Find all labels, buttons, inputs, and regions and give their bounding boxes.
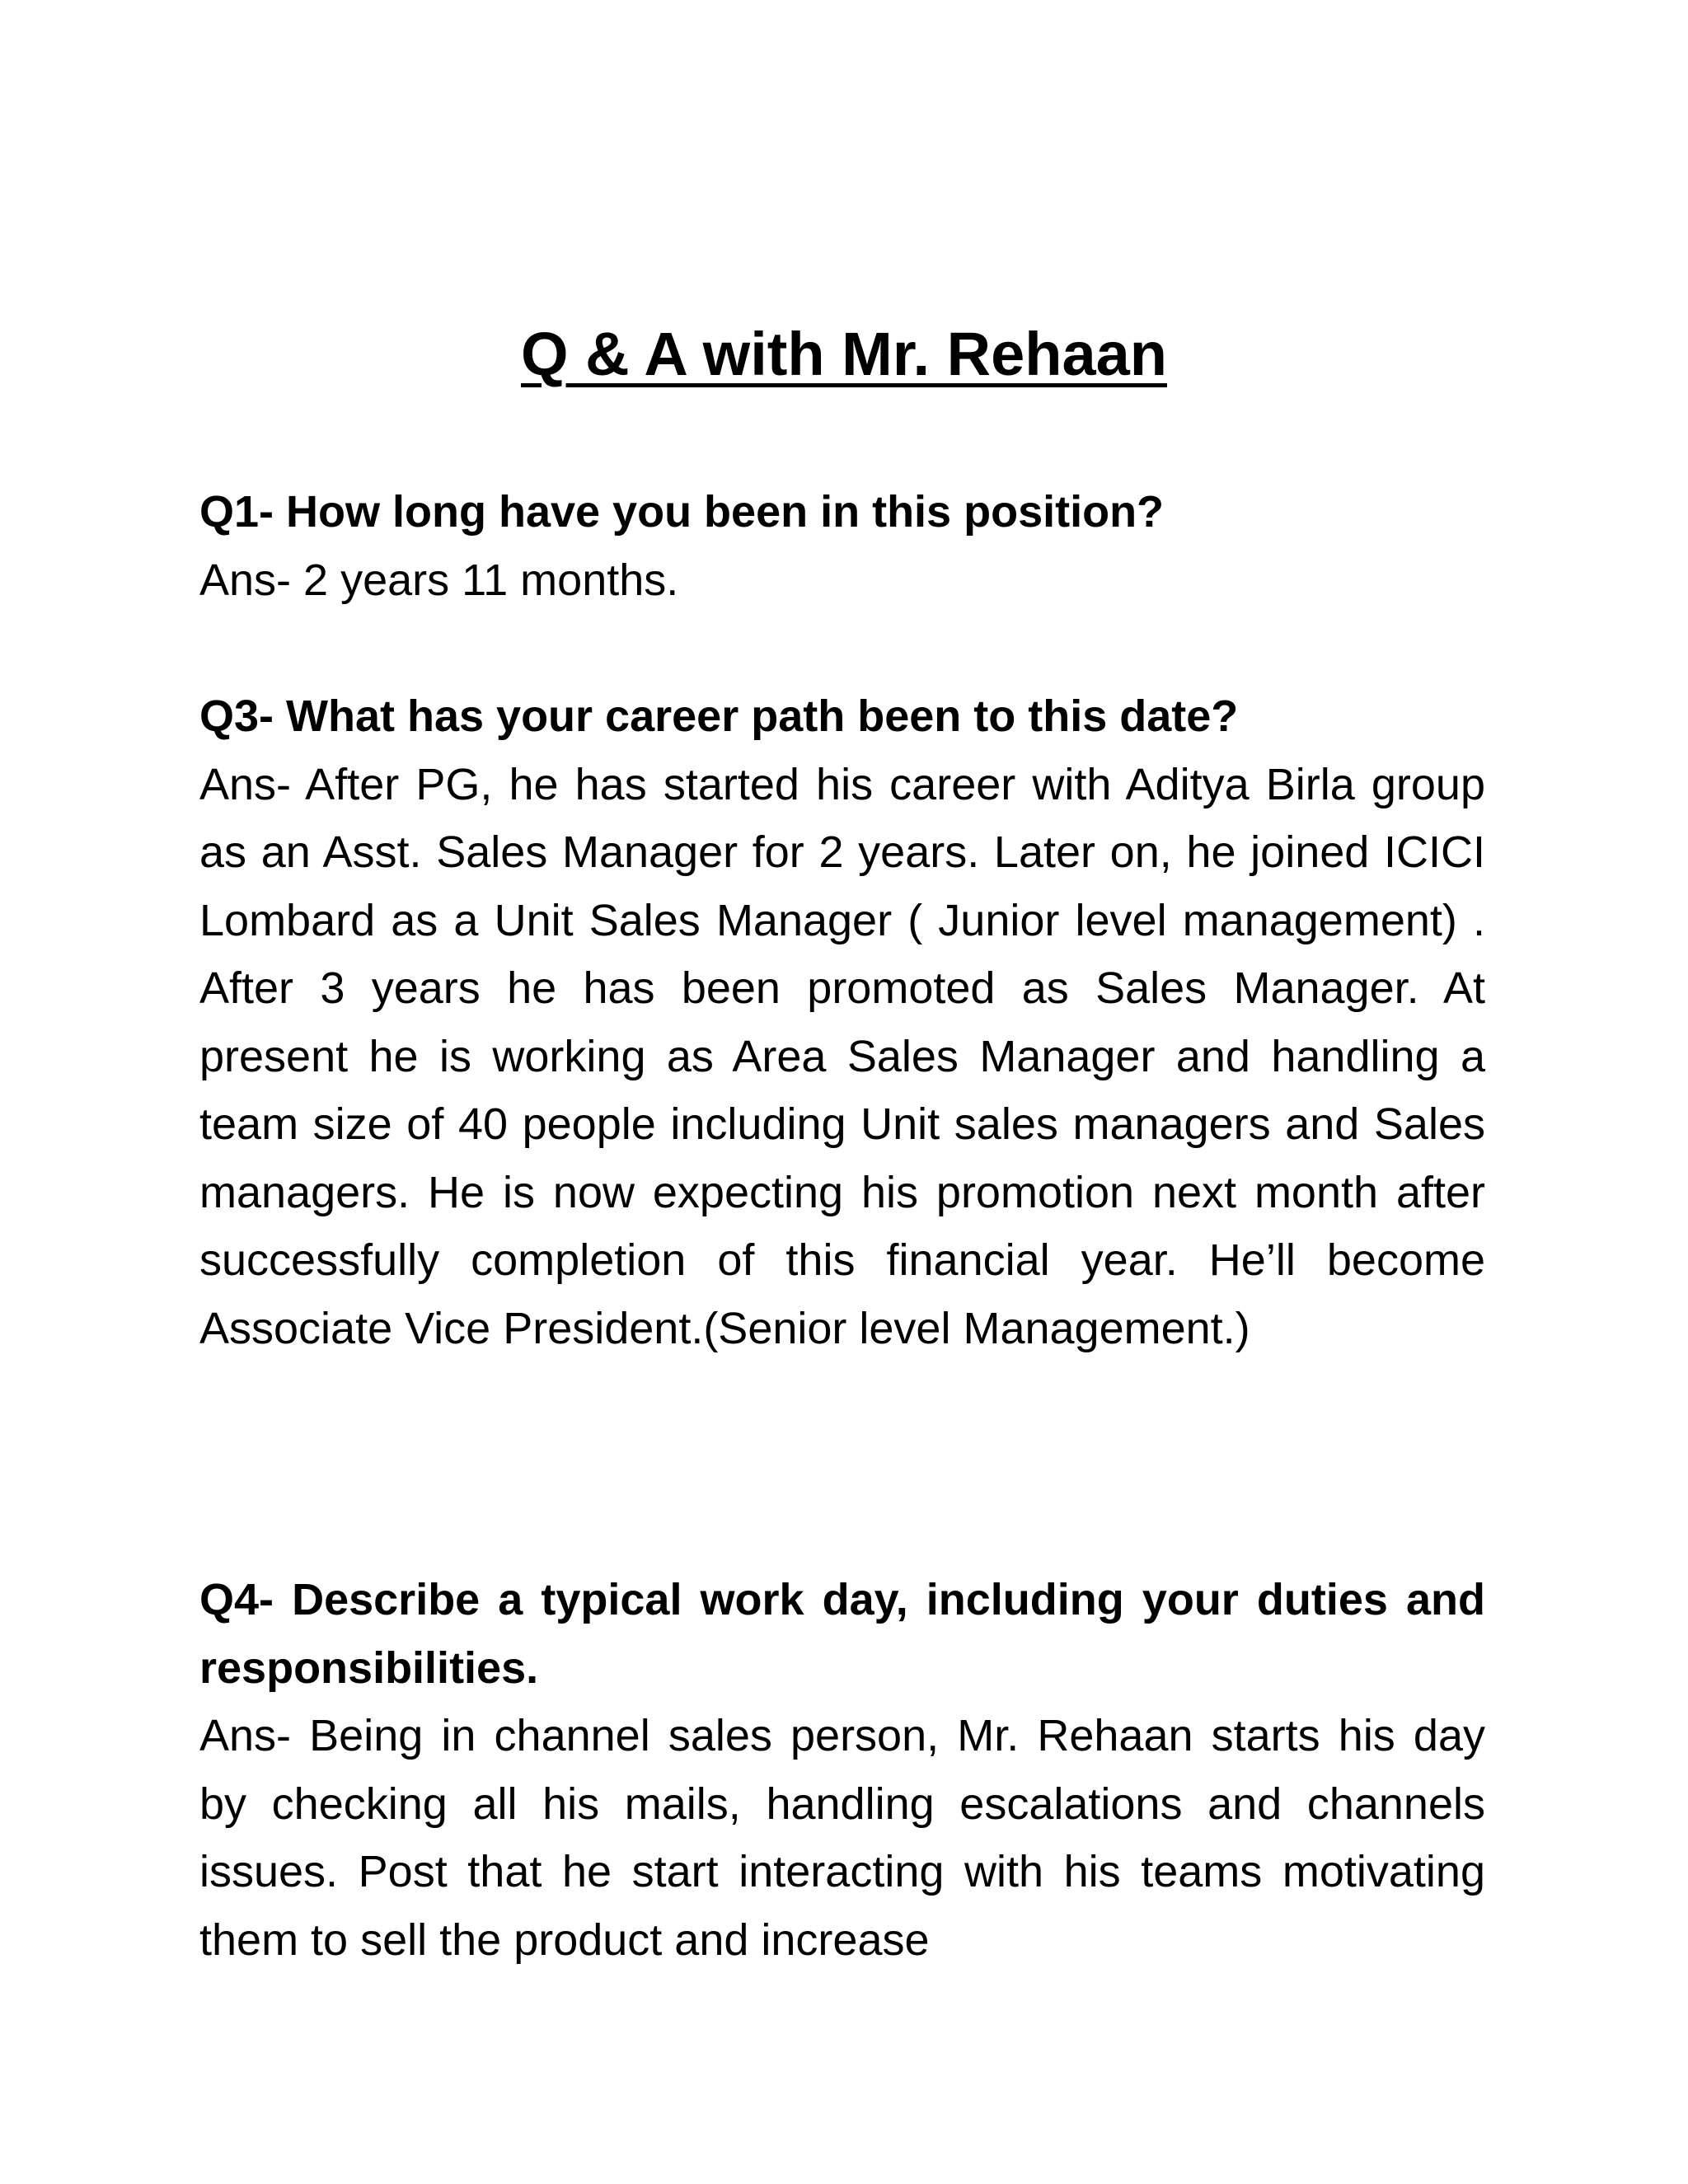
question-q3: Q3- What has your career path been to this date? (199, 691, 1239, 741)
answer-q3: Ans- After PG, he has started his career with Aditya Birla group as an Asst. Sales Manager for 2 years. Later on, he joined ICICI Lombard as a Unit Sales Manager ( Junior level management) . After 3 years he has been promoted as Sales Manager. At present he is working as Area Sales Manager and handling a team size of 40 people including Unit sales managers and Sales managers. He is now expecting his promotion next month after successfully completion of this financial year. He’ll become Associate Vice President.(Senior level Management.) (199, 759, 1485, 1353)
qa-section-q1 (199, 478, 1485, 614)
answer-q1: Ans- 2 years 11 months. (199, 555, 679, 605)
qa-section-q3 (199, 682, 1485, 1362)
question-q1: Q1- How long have you been in this position? (199, 487, 1165, 537)
answer-q4: Ans- Being in channel sales person, Mr. Rehaan starts his day by checking all his mails, handling escalations and channels issues. Post that he start interacting with his teams motivating them to sell the product and increase (199, 1711, 1485, 1965)
question-q4: Q4- Describe a typical work day, including your duties and responsibilities. (199, 1575, 1485, 1693)
qa-section-q4 (199, 1566, 1485, 1974)
document-title (0, 317, 1688, 391)
document-title-text: Q & A with Mr. Rehaan (521, 320, 1167, 388)
